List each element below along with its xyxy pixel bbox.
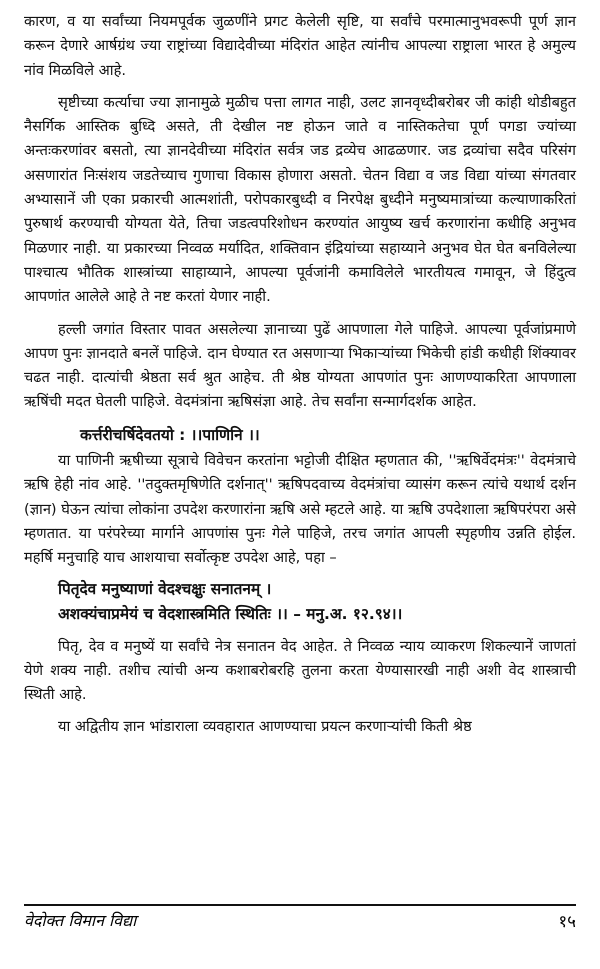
paragraph-unique-knowledge: या अद्वितीय ज्ञान भांडाराला व्यवहारात आणण्याचा प्रयत्न करणाऱ्यांची किती श्रेष्ठ xyxy=(58,718,472,736)
page-footer xyxy=(24,904,576,932)
book-title: वेदोक्त विमान विद्या xyxy=(24,911,137,930)
paragraph-verse-meaning: पितृ, देव व मनुष्यें या सर्वांचे नेत्र सनातन वेद आहेत. ते निव्वळ न्याय व्याकरण शिकल्यानें जाणतां येणे शक्य नाही. तशीच त्यांची अन्य कशाबरोबरहि तुलना करता येण्यासारखी नाही अशी वेद शास्त्राची स्थिती आहे. xyxy=(24,637,576,704)
verse-line-2: अशक्यंचाप्रमेयं च वेदशास्त्रमिति स्थितिः ।। – मनु.अ. १२.९४।। xyxy=(58,604,403,623)
page-number: १५ xyxy=(558,912,576,932)
verse-line-1: पितृदेव मनुष्याणां वेदश्चक्षुः सनातनम् । xyxy=(58,579,272,598)
paragraph-continued: कारण, व या सर्वांच्या नियमपूर्वक जुळणींने प्रगट केलेली सृष्टि, या सर्वांचे परमात्मानुभवरूपी पूर्ण ज्ञान करून देणारे आर्षग्रंथ ज्या राष्ट्रांच्या विद्यादेवीच्या मंदिरांत आहेत त्यांनीच आपल्या राष्ट्राला भारत हे अमुल्य नांव मिळविले आहे. xyxy=(24,13,576,79)
paragraph-creation-knowledge: सृष्टीच्या कर्त्याचा ज्या ज्ञानामुळे मुळीच पत्ता लागत नाही, उलट ज्ञानवृध्दीबरोबर जी कांही थोडीबहुत नैसर्गिक आस्तिक बुध्दि असते, ती देखील नष्ट होऊन जाते व नास्तिकतेचा पूर्ण पगडा ज्यांच्या अन्तःकरणांवर बसतो, त्या ज्ञानदेवीच्या मंदिरांत सर्वत्र जड द्रव्येच आढळणार. जड द्रव्यांचा सदैव परिसंग असणारांत निःसंशय जडतेच्याच गुणाचा विकास होणारा असतो. चेतन विद्या व जड विद्या यांच्या संगतवार अभ्यासानें जी एका प्रकारची आत्मशांती, परोपकारबुध्दी व निरपेक्ष बुध्दीने मनुष्यमात्रांच्या कल्याणाकरितां पुरुषार्थ करण्याची योग्यता येते, तिचा जडत्वपरिशोधन करण्यांत आयुष्य खर्च करणारांना कधीहि अनुभव मिळणार नाही. या प्रकारच्या निव्वळ मर्यादित, शक्तिवान इंद्रियांच्या सहाय्याने अनुभव घेत घेत बनविलेल्या पाश्चात्य भौतिक शास्त्रांच्या साहाय्याने, आपल्या पूर्वजांनी कमाविलेले भारतीयत्व गमावून, जे हिंदुत्व आपणांत आलेले आहे ते नष्ट करतां येणार नाही. xyxy=(24,93,576,306)
panini-sutra: कर्त्तरीचर्षिदेवतयो : ।।पाणिनि ।। xyxy=(80,425,260,444)
manu-verse xyxy=(24,577,576,627)
paragraph-sutra-commentary: या पाणिनी ऋषीच्या सूत्राचे विवेचन करतांना भट्टोजी दीक्षित म्हणतात की, ''ऋषिर्वेदमंत्रः'' वेदमंत्राचे ऋषि हेही नांव आहे. ''तदुक्तमृषिणेति दर्शनात्'' ऋषिपदवाच्य वेदमंत्रांचा व्यासंग करून त्यांचे यथार्थ दर्शन (ज्ञान) घेऊन त्यांचा लोकांना उपदेश करणारांना ऋषि असे म्हटले आहे. या ऋषि उपदेशाला ऋषिपरंपरा असे म्हणतात. या परंपरेच्या मार्गाने आपणांस पुनः गेले पाहिजे, तरच जगांत आपली स्पृहणीय उन्नति होईल. महर्षि मनुचाहि याच आशयाचा सर्वोत्कृष्ट उपदेश आहे, पहा – xyxy=(24,452,576,567)
paragraph-spread-knowledge: हल्ली जगांत विस्तार पावत असलेल्या ज्ञानाच्या पुढें आपणाला गेले पाहिजे. आपल्या पूर्वजांप्रमाणे आपण पुनः ज्ञानदाते बनलें पाहिजे. दान घेण्यात रत असणाऱ्या भिकाऱ्यांच्या भिकेची हांडी कधीही शिंक्यावर चढत नाही. दात्यांची श्रेष्ठता सर्व श्रुत आहेच. ती श्रेष्ठ योग्यता आपणांत पुनः आणण्याकरिता आपणाला ऋषिंची मदत घेतली पाहिजे. वेदमंत्रांना ऋषिसंज्ञा आहे. तेच सर्वांना सन्मार्गदर्शक आहेत. xyxy=(24,320,576,411)
